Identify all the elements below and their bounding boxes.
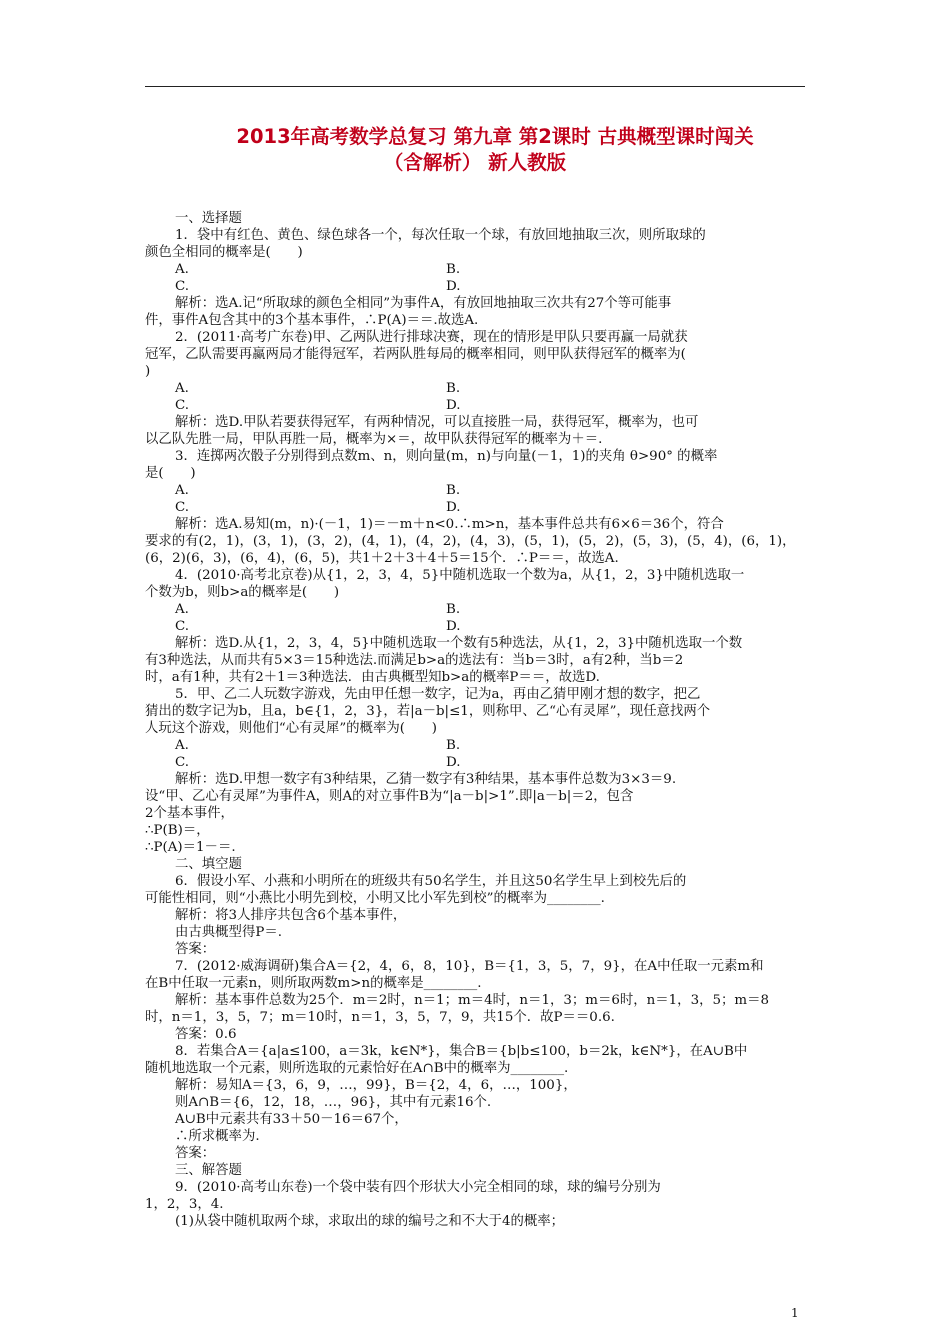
text-line: ) xyxy=(145,364,151,379)
text-line: 解析：选D.从{1，2，3，4，5}中随机选取一个数有5种选法，从{1，2，3}中随机选取一个数 xyxy=(175,636,743,651)
text-line: 解析：基本事件总数为25个．m＝2时，n＝1；m＝4时，n＝1，3；m＝6时，n＝1，3，5；m＝8 xyxy=(175,993,770,1008)
text-line: C. xyxy=(175,500,190,515)
text-line: 个数为b，则b>a的概率是( ) xyxy=(145,585,340,600)
text-line: 答案： xyxy=(175,942,216,957)
text-line: A. xyxy=(175,483,189,498)
text-line: B. xyxy=(446,602,461,617)
text-line: 三、解答题 xyxy=(175,1163,242,1178)
header-rule xyxy=(145,86,805,87)
text-line: B. xyxy=(446,483,461,498)
text-line: ∴所求概率为. xyxy=(175,1129,260,1144)
text-line: 在B中任取一元素n，则所取两数m>n的概率是________. xyxy=(145,976,482,991)
doc-title-line-2: （含解析） 新人教版 xyxy=(383,151,567,174)
text-line: 由古典概型得P＝. xyxy=(175,925,283,940)
text-line: 8．若集合A＝{a|a≤100，a＝3k，k∈N*}，集合B＝{b|b≤100，b＝2k，k∈N*}，在A∪B中 xyxy=(175,1044,748,1059)
text-line: D. xyxy=(446,500,461,515)
text-line: D. xyxy=(446,398,461,413)
text-line: ∴P(A)＝1－＝. xyxy=(145,840,236,855)
text-line: 则A∩B＝{6，12，18，…，96}，其中有元素16个. xyxy=(175,1095,492,1110)
text-line: A. xyxy=(175,262,189,277)
text-line: 时，n＝1，3，5，7；m＝10时，n＝1，3，5，7，9，共15个．故P＝＝0.6. xyxy=(145,1010,615,1025)
text-line: 1．袋中有红色、黄色、绿色球各一个，每次任取一个球，有放回地抽取三次，则所取球的 xyxy=(175,228,706,243)
text-line: 一、选择题 xyxy=(175,211,242,226)
text-line: 要求的有(2，1)，(3，1)，(3，2)，(4，1)，(4，2)，(4，3)，(5，1)，(5，2)，(5，3)，(5，4)，(6，1)， xyxy=(145,534,796,549)
text-line: 设“甲、乙心有灵犀”为事件A，则A的对立事件B为“|a－b|>1”.即|a－b|＝2，包含 xyxy=(145,789,634,804)
text-line: 猜出的数字记为b，且a，b∈{1，2，3}，若|a－b|≤1，则称甲、乙“心有灵犀”，现任意找两个 xyxy=(145,704,711,719)
text-line: 1，2，3，4. xyxy=(145,1197,224,1212)
text-line: B. xyxy=(446,381,461,396)
text-line: 解析：将3人排序共包含6个基本事件， xyxy=(175,908,407,923)
text-line: 解析：选A.记“所取球的颜色全相同”为事件A，有放回地抽取三次共有27个等可能事 xyxy=(175,296,672,311)
text-line: B. xyxy=(446,738,461,753)
text-line: D. xyxy=(446,279,461,294)
text-line: 件，事件A包含其中的3个基本事件，∴P(A)＝＝.故选A. xyxy=(145,313,479,328)
text-line: C. xyxy=(175,755,190,770)
text-line: 解析：选D.甲想一数字有3种结果，乙猜一数字有3种结果，基本事件总数为3×3＝9. xyxy=(175,772,677,787)
text-line: (6，2)(6，3)，(6，4)，(6，5)，共1＋2＋3＋4＋5＝15个．∴P＝＝，故选A. xyxy=(145,551,619,566)
text-line: C. xyxy=(175,279,190,294)
text-line: 5．甲、乙二人玩数字游戏，先由甲任想一数字，记为a，再由乙猜甲刚才想的数字，把乙 xyxy=(175,687,701,702)
text-line: C. xyxy=(175,398,190,413)
text-line: 答案：0.6 xyxy=(175,1027,237,1042)
text-line: 是( ) xyxy=(145,466,196,481)
text-line: 2个基本事件， xyxy=(145,806,234,821)
text-line: D. xyxy=(446,619,461,634)
page-number: 1 xyxy=(791,1306,799,1320)
text-line: 解析：选A.易知(m，n)·(－1，1)＝－m＋n<0.∴m>n，基本事件总共有6×6＝36个，符合 xyxy=(175,517,724,532)
text-line: 3．连掷两次骰子分别得到点数m、n，则向量(m，n)与向量(－1，1)的夹角 θ>90° 的概率 xyxy=(175,449,718,464)
text-line: A. xyxy=(175,738,189,753)
text-line: A. xyxy=(175,381,189,396)
text-line: A. xyxy=(175,602,189,617)
text-line: 解析：易知A＝{3，6，9，…，99}，B＝{2，4，6，…，100}， xyxy=(175,1078,577,1093)
text-line: 有3种选法，从而共有5×3＝15种选法.而满足b>a的选法有：当b＝3时，a有2种，当b＝2 xyxy=(145,653,684,668)
text-line: 答案： xyxy=(175,1146,216,1161)
text-line: 颜色全相同的概率是( ) xyxy=(145,245,303,260)
text-line: B. xyxy=(446,262,461,277)
text-line: (1)从袋中随机取两个球，求取出的球的编号之和不大于4的概率； xyxy=(175,1214,565,1229)
text-line: 可能性相同，则“小燕比小明先到校，小明又比小军先到校”的概率为________. xyxy=(145,891,605,906)
text-line: C. xyxy=(175,619,190,634)
text-line: 6．假设小军、小燕和小明所在的班级共有50名学生，并且这50名学生早上到校先后的 xyxy=(175,874,687,889)
text-line: D. xyxy=(446,755,461,770)
text-line: A∪B中元素共有33＋50－16＝67个， xyxy=(175,1112,408,1127)
text-line: 二、填空题 xyxy=(175,857,242,872)
text-line: 人玩这个游戏，则他们“心有灵犀”的概率为( ) xyxy=(145,721,437,736)
text-line: 2．(2011·高考广东卷)甲、乙两队进行排球决赛，现在的情形是甲队只要再赢一局就获 xyxy=(175,330,688,345)
text-line: 冠军，乙队需要再赢两局才能得冠军，若两队胜每局的概率相同，则甲队获得冠军的概率为( xyxy=(145,347,686,362)
text-line: 7．(2012·威海调研)集合A＝{2，4，6，8，10}，B＝{1，3，5，7，9}，在A中任取一元素m和 xyxy=(175,959,764,974)
text-line: ∴P(B)＝， xyxy=(145,823,210,838)
text-line: 以乙队先胜一局，甲队再胜一局，概率为×＝，故甲队获得冠军的概率为＋＝. xyxy=(145,432,603,447)
text-line: 解析：选D.甲队若要获得冠军，有两种情况，可以直接胜一局，获得冠军，概率为，也可 xyxy=(175,415,699,430)
doc-title-line-1: 2013年高考数学总复习 第九章 第2课时 古典概型课时闯关 xyxy=(236,125,754,148)
text-line: 9．(2010·高考山东卷)一个袋中装有四个形状大小完全相同的球，球的编号分别为 xyxy=(175,1180,661,1195)
text-line: 4．(2010·高考北京卷)从{1，2，3，4，5}中随机选取一个数为a，从{1，2，3}中随机选取一 xyxy=(175,568,745,583)
text-line: 时，a有1种，共有2＋1＝3种选法．由古典概型知b>a的概率P＝＝，故选D. xyxy=(145,670,600,685)
text-line: 随机地选取一个元素，则所选取的元素恰好在A∩B中的概率为________. xyxy=(145,1061,569,1076)
